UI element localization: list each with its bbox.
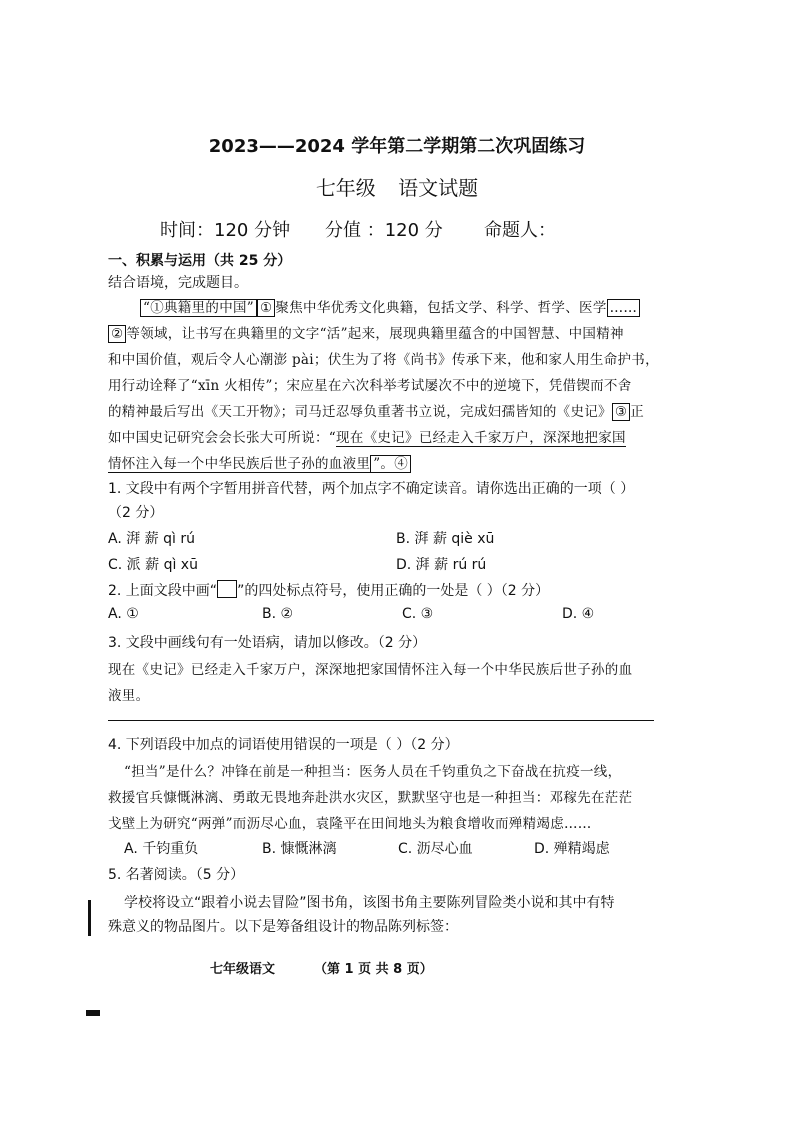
question-4-option-a: A. 千钧重负 xyxy=(124,841,199,857)
footer-subject: 七年级语文 xyxy=(210,962,276,977)
passage-line-2 xyxy=(108,322,624,343)
ellipsis-box: …… xyxy=(607,299,641,317)
passage-line-7 xyxy=(108,452,411,473)
question-2-option-b: B. ② xyxy=(262,606,294,622)
passage-line-6 xyxy=(108,426,626,446)
question-1-option-b: B. 湃 薪 qiè xū xyxy=(396,531,495,547)
exam-subtitle: 七年级 语文试题 xyxy=(315,176,479,200)
question-2-stem-post: ”的四处标点符号，使用正确的一处是（ ）（2 分） xyxy=(237,583,550,599)
passage-text: 正 xyxy=(630,404,645,420)
question-4-option-d: D. 殚精竭虑 xyxy=(534,841,610,857)
answer-line xyxy=(108,720,654,721)
punct-box-1: ① xyxy=(257,299,275,317)
passage-title-box: “①典籍里的中国” xyxy=(140,299,257,317)
punct-box-2: ② xyxy=(108,325,126,343)
question-1-stem: 1. 文段中有两个字暂用拼音代替，两个加点字不确定读音。请你选出正确的一项（ ） xyxy=(108,481,635,497)
question-3-sentence: 现在《史记》已经走入千家万户，深深地把家国情怀注入每一个中华民族后世子孙的血 xyxy=(108,662,633,678)
exam-author: 命题人： xyxy=(484,220,556,241)
question-2-option-a: A. ① xyxy=(108,606,139,622)
punct-box-4: ”。④ xyxy=(370,455,411,473)
exam-score: 分值 ：120 分 xyxy=(325,220,443,241)
underlined-sentence: 情怀注入每一个中华民族后世子孙的血液里 xyxy=(108,456,371,472)
passage-line-1 xyxy=(140,296,640,317)
question-1-option-d: D. 湃 薪 rú rú xyxy=(396,557,487,573)
passage-text: 聚焦中华优秀文化典籍，包括文学、科学、哲学、医学 xyxy=(275,300,607,316)
footer-page-number: （第 1 页 共 8 页） xyxy=(314,962,433,977)
passage-text: 等领域，让书写在典籍里的文字“活”起来，展现典籍里蕴含的中国智慧、中国精神 xyxy=(126,326,624,342)
passage-text: 的精神最后写出《天工开物》；司马迁忍辱负重著书立说，完成妇孺皆知的《史记》 xyxy=(108,404,612,420)
question-5-paragraph: 学校将设立“跟着小说去冒险”图书角，该图书角主要陈列冒险类小说和其中有特 xyxy=(124,895,615,911)
question-4-option-c: C. 沥尽心血 xyxy=(398,841,473,857)
exam-title: 2023——2024 学年第二学期第二次巩固练习 xyxy=(208,136,586,157)
question-2-stem-pre: 2. 上面文段中画“ xyxy=(108,583,218,599)
passage-line-4: 用行动诠释了“xīn 火相传”；宋应星在六次科举考试屡次不中的逆境下，凭借锲而不舍 xyxy=(108,378,632,394)
section-intro: 结合语境，完成题目。 xyxy=(108,275,248,291)
question-3-sentence: 液里。 xyxy=(108,688,150,704)
empty-box-icon xyxy=(217,580,237,598)
passage-line-3: 和中国价值，观后令人心潮澎 pài；伏生为了将《尚书》传承下来，他和家人用生命护书， xyxy=(108,352,659,368)
question-5-paragraph: 殊意义的物品图片。以下是筹备组设计的物品陈列标签： xyxy=(108,919,458,935)
underlined-sentence: 现在《史记》已经走入千家万户，深深地把家国 xyxy=(336,430,626,446)
scan-mark xyxy=(88,900,91,936)
question-3-stem: 3. 文段中画线句有一处语病，请加以修改。（2 分） xyxy=(108,635,427,651)
question-1-option-a: A. 湃 薪 qì rú xyxy=(108,531,195,547)
scan-mark xyxy=(86,1010,100,1016)
section-heading: 一、积累与运用（共 25 分） xyxy=(108,253,292,269)
passage-text: 如中国史记研究会会长张大可所说：“ xyxy=(108,430,337,446)
question-4-paragraph: “担当”是什么？冲锋在前是一种担当：医务人员在千钧重负之下奋战在抗疫一线， xyxy=(124,764,622,780)
question-5-stem: 5. 名著阅读。（5 分） xyxy=(108,867,245,883)
question-4-paragraph: 救援官兵慷慨淋漓、勇敢无畏地奔赴洪水灾区，默默坚守也是一种担当：邓稼先在茫茫 xyxy=(108,790,633,806)
question-2-option-d: D. ④ xyxy=(562,606,595,622)
question-2-stem xyxy=(108,580,549,600)
question-4-stem: 4. 下列语段中加点的词语使用错误的一项是（ ）（2 分） xyxy=(108,737,459,753)
punct-box-3: ③ xyxy=(612,403,630,421)
question-4-paragraph: 戈壁上为研究“两弹”而沥尽心血，袁隆平在田间地头为粮食增收而殚精竭虑…… xyxy=(108,816,592,832)
passage-line-5 xyxy=(108,400,644,421)
question-2-option-c: C. ③ xyxy=(402,606,434,622)
question-1-option-c: C. 派 薪 qì xū xyxy=(108,557,198,573)
exam-time: 时间：120 分钟 xyxy=(160,220,291,241)
question-1-score: （2 分） xyxy=(108,505,164,521)
question-4-option-b: B. 慷慨淋漓 xyxy=(262,841,337,857)
